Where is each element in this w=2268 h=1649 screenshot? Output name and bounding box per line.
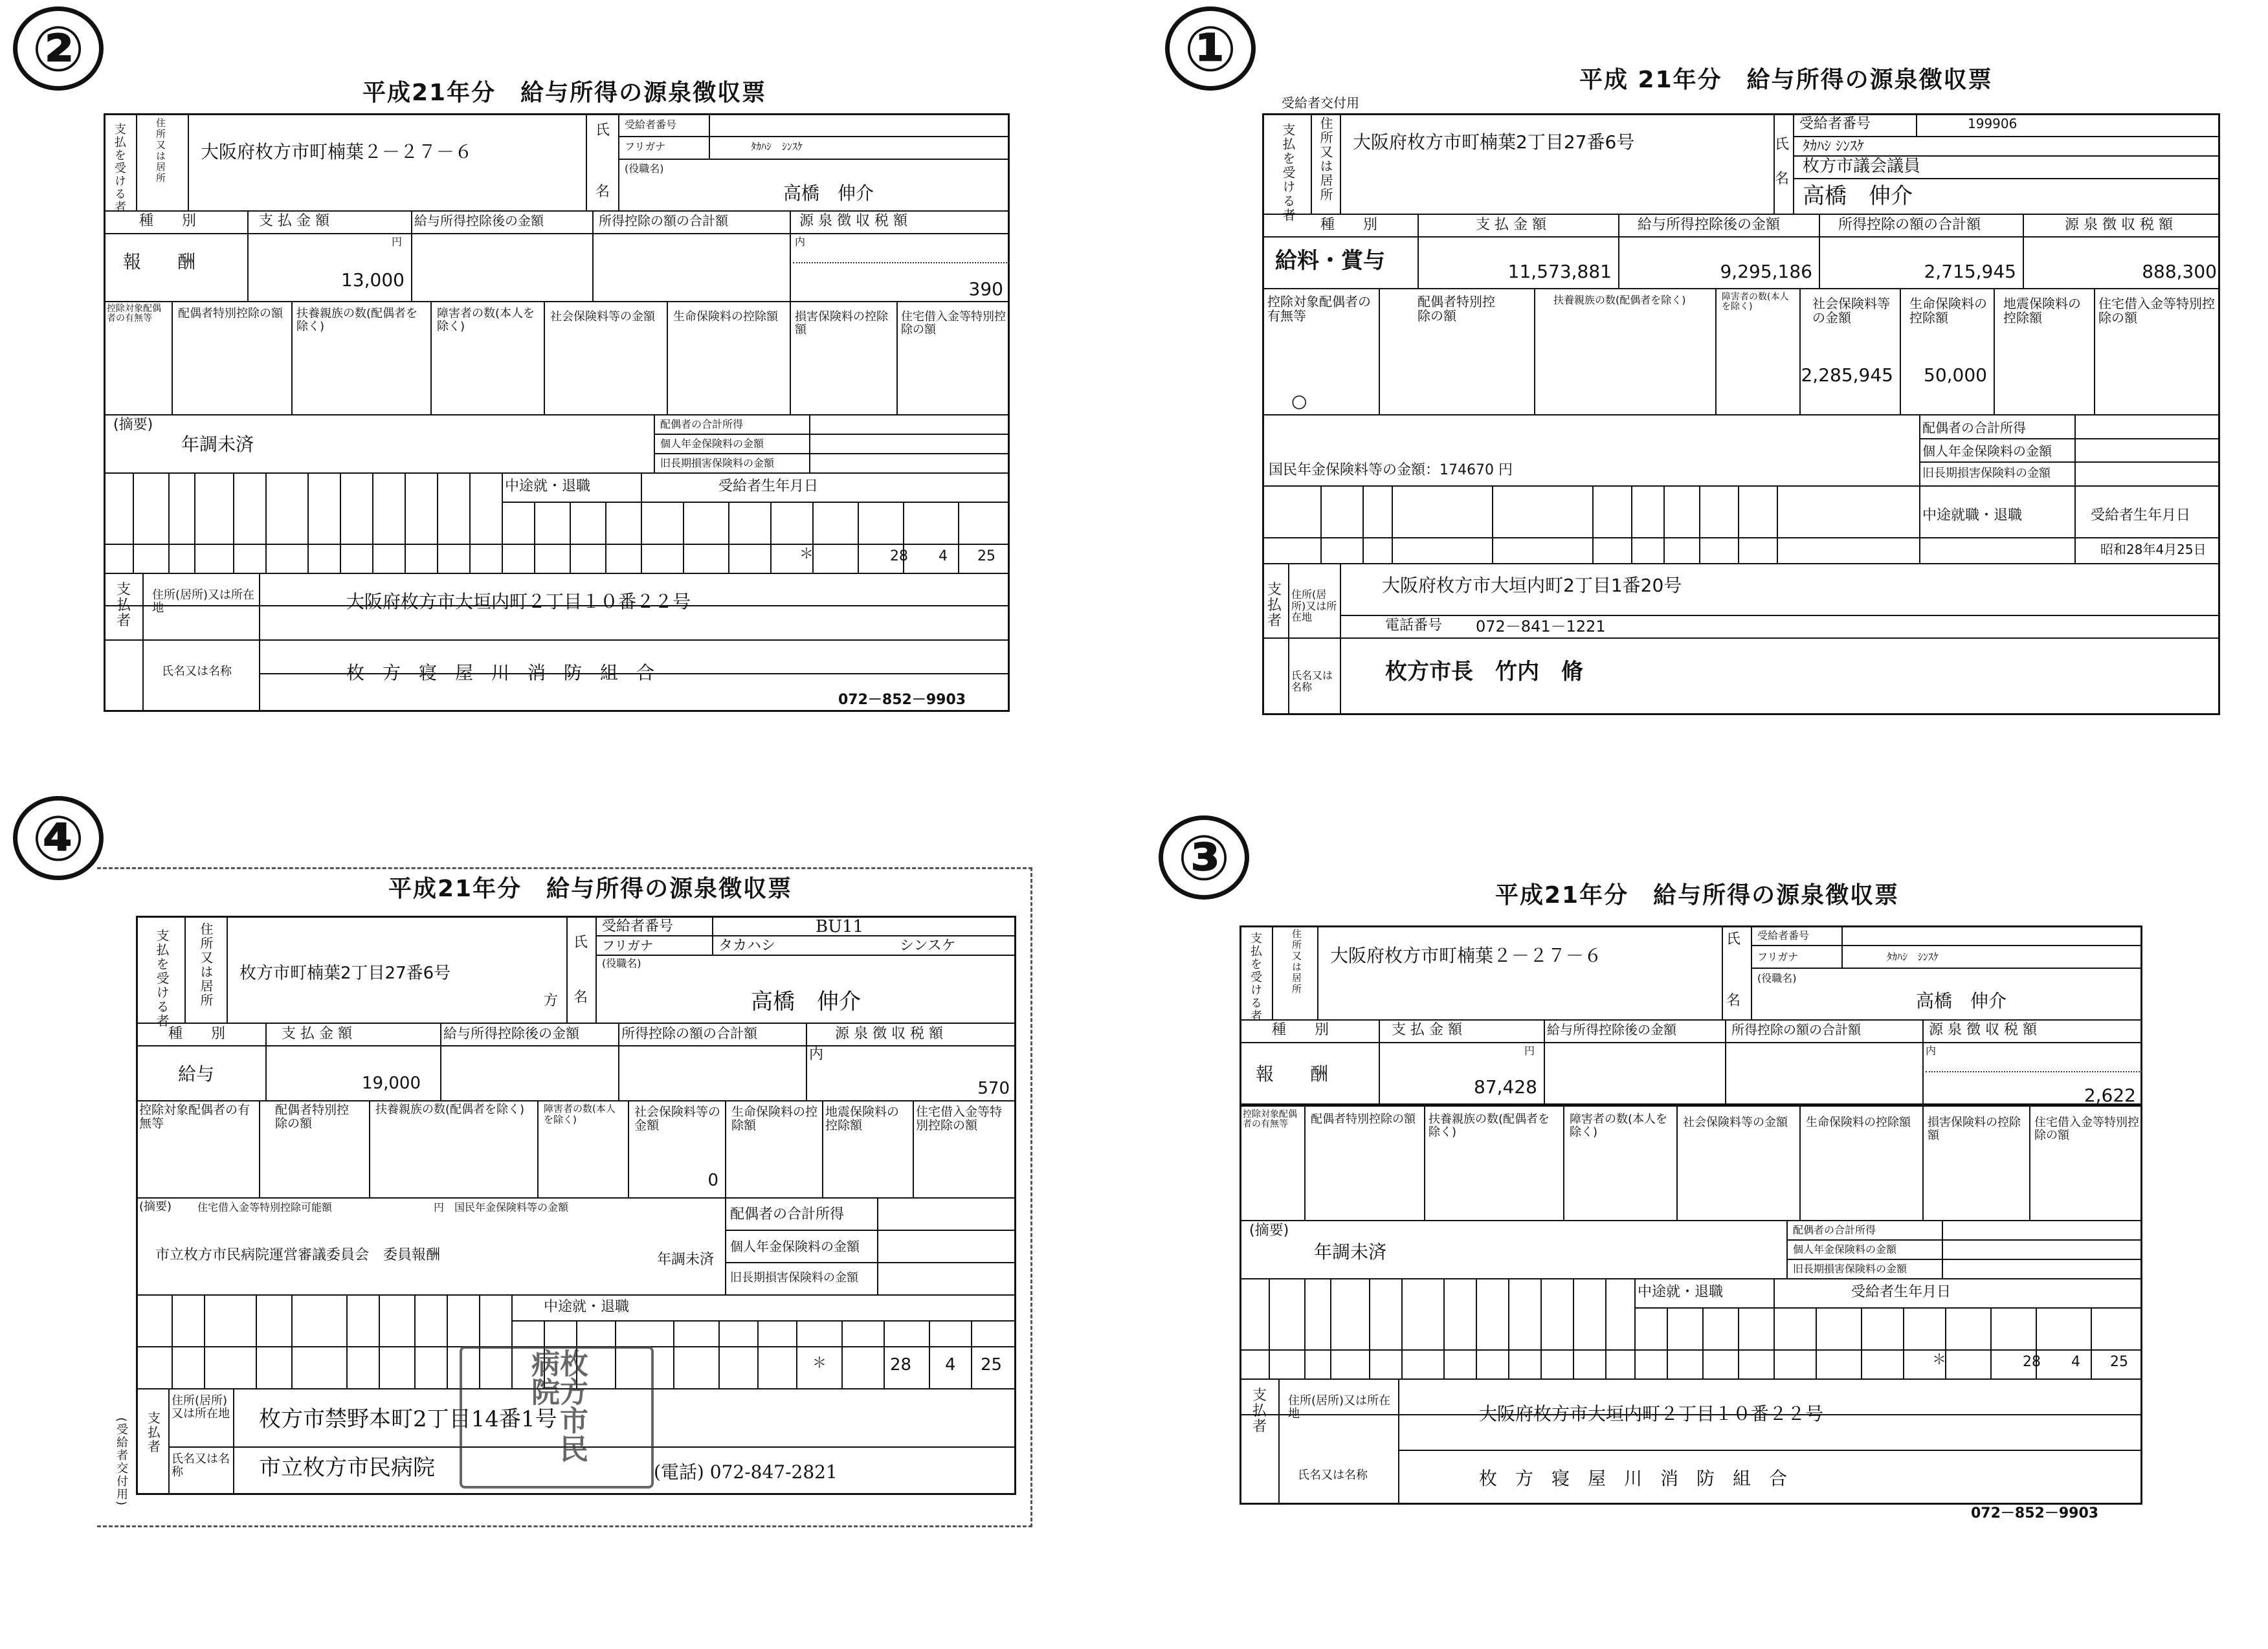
social-ins-header: 社会保険料等の金額 [1812,296,1890,326]
shi-label: 氏 [573,935,588,951]
payee-address: 大阪府枚方市町楠葉2丁目27番6号 [1353,131,1635,153]
spouse-flag-header: 控除対象配偶者の有無等 [139,1103,250,1131]
payee-address: 大阪府枚方市町楠葉２－２７－６ [201,141,473,162]
recipient-no-label: 受給者番号 [1757,929,1810,942]
housing-header: 住宅借入金等特別控除の額 [916,1105,1003,1133]
summary-text: 年調未済 [1314,1241,1387,1263]
birth-header: 受給者生年月日 [2091,507,2191,524]
kind-value: 給料・賞与 [1275,248,1385,274]
official-stamp [460,1346,654,1489]
shi-label: 氏 [1775,137,1790,153]
payer-address-label: 住所(居所)又は所在地 [1288,1394,1391,1421]
housing-header: 住宅借入金等特別控除の額 [2098,296,2215,326]
payer-name-label: 氏名又は名称 [1291,669,1333,693]
birth-month: 4 [945,1355,956,1375]
summary-label: (摘要) [113,417,153,433]
long-damage-label: 旧長期損害保険料の金額 [1922,467,2051,480]
birth-day: 25 [981,1355,1003,1375]
midway-header: 中途就職・退職 [1922,507,2023,524]
birth-month: 4 [939,548,948,564]
kind-header: 種 別 [1320,217,1378,233]
payer-name-label: 氏名又は名称 [1298,1468,1368,1482]
kind-header: 種 別 [139,213,197,229]
mei-label: 名 [1726,993,1741,1009]
payee-label: 支払を受ける者 [113,123,126,214]
header-note: 受給者交付用 [1282,95,1359,111]
shi-label: 氏 [595,122,610,138]
payer-name: 枚 方 寝 屋 川 消 防 組 合 [1479,1468,1788,1489]
address-label: 住所又は居所 [155,118,166,184]
payer-address-label: 住所(居所)又は所在地 [1291,588,1337,624]
withholding-slip-3 [1240,880,2146,1524]
pension-ins-label: 個人年金保険料の金額 [1922,443,2052,459]
pension-ins-label: 個人年金保険料の金額 [1793,1243,1897,1256]
deduction-total-header: 所得控除の額の合計額 [1731,1022,1861,1037]
slip-number-2: ② [13,6,104,91]
pension-note: 国民年金保険料等の金額：174670 円 [1269,462,1513,478]
long-damage-label: 旧長期損害保険料の金額 [660,457,775,469]
spouse-income-label: 配偶者の合計所得 [660,418,744,430]
long-damage-label: 旧長期損害保険料の金額 [730,1271,858,1285]
birth-value: 昭和28年4月25日 [2100,542,2207,557]
payee-label: 支払を受ける者 [154,929,170,1028]
kind-header: 種 別 [168,1026,226,1042]
pay-amount-value: 19,000 [362,1074,421,1093]
housing-header: 住宅借入金等特別控除の額 [901,310,1006,337]
spouse-mark: ○ [1291,390,1307,412]
spouse-income-label: 配偶者の合計所得 [730,1206,845,1223]
after-deduction-header: 給与所得控除後の金額 [1638,217,1781,233]
kind-header: 種 別 [1272,1022,1329,1038]
pension-ins-label: 個人年金保険料の金額 [660,437,764,450]
payer-address-label: 住所(居所)又は所在地 [172,1394,230,1421]
address-label: 住所又は居所 [1318,116,1333,202]
payer-phone: 072－841－1221 [1476,617,1606,636]
mei-label: 名 [573,990,588,1006]
pay-amount-header: 支 払 金 額 [282,1026,352,1042]
payer-label: 支払者 [1267,582,1282,630]
position-label: (役職名) [625,162,664,175]
furigana-value: ﾀｶﾊｼ ｼﾝｽｹ [1803,138,1864,155]
payer-phone: 072－852－9903 [838,692,966,708]
life-ins-header: 生命保険料の控除額 [673,310,778,324]
payer-address: 大阪府枚方市大垣内町2丁目1番20号 [1382,575,1682,596]
birth-mark: ＊ [1932,1352,1947,1368]
birth-day: 25 [2110,1354,2128,1370]
midway-header: 中途就・退職 [1638,1284,1724,1300]
disabled-header: 障害者の数(本人を除く) [544,1103,616,1125]
payer-address: 枚方市禁野本町2丁目14番1号 [259,1406,557,1432]
pay-amount-value: 13,000 [341,269,405,291]
position-label: (役職名) [1757,972,1797,984]
life-ins-header: 生命保険料の控除額 [1806,1116,1911,1129]
kind-value: 報 酬 [1256,1063,1329,1085]
naikin-mark: 内 [1926,1045,1937,1057]
slip-title: 平成 21年分 給与所得の源泉徴収票 [1579,67,1993,93]
payer-label: 支払者 [148,1410,161,1454]
after-deduction-header: 給与所得控除後の金額 [1547,1022,1676,1037]
furigana-label: フリガナ [602,938,653,953]
payer-address-label: 住所(居所)又は所在地 [152,588,255,615]
birth-year: 28 [2023,1354,2041,1370]
summary-label: (摘要) [139,1200,172,1213]
yen-mark: 円 [1524,1045,1535,1057]
slip-title: 平成21年分 給与所得の源泉徴収票 [388,876,793,902]
furigana-value-2: シンスケ [900,938,956,954]
slip-title: 平成21年分 給与所得の源泉徴収票 [362,80,767,106]
recipient-no-label: 受給者番号 [625,118,677,131]
after-deduction-header: 給与所得控除後の金額 [443,1026,579,1041]
birth-month: 4 [2071,1354,2080,1370]
payee-name: 高橋 伸介 [1803,183,1913,209]
slip-title: 平成21年分 給与所得の源泉徴収票 [1495,882,1900,909]
life-ins-value: 50,000 [1924,364,1987,386]
side-note: (受給者交付用) [115,1417,128,1507]
payer-name: 枚方市長 竹内 脩 [1385,659,1583,685]
payer-name: 枚 方 寝 屋 川 消 防 組 合 [346,662,655,683]
payer-address: 大阪府枚方市大垣内町２丁目１０番２２号 [1479,1403,1824,1424]
stamp-text: 枚方市民病院 [526,1349,588,1463]
summary-text: 年調未済 [181,434,254,455]
pay-amount-value: 11,573,881 [1507,261,1612,282]
pay-amount-header: 支 払 金 額 [1392,1022,1462,1038]
summary-label: (摘要) [1249,1223,1289,1239]
shi-label: 氏 [1726,931,1741,947]
summary-text: 年調未済 [657,1252,715,1268]
spouse-income-label: 配偶者の合計所得 [1793,1224,1876,1236]
payer-label: 支払者 [1252,1388,1267,1435]
withholding-slip-4 [136,874,1029,1495]
payer-label: 支払者 [117,582,131,630]
mei-label: 名 [595,184,610,200]
disabled-header: 障害者の数(本人を除く) [1722,292,1789,313]
long-damage-label: 旧長期損害保険料の金額 [1793,1263,1907,1275]
life-ins-header: 生命保険料の控除額 [731,1105,818,1133]
summary-line-1b: 円 国民年金保険料等の金額 [434,1201,569,1213]
housing-header: 住宅借入金等特別控除の額 [2034,1116,2139,1142]
payee-address: 枚方市町楠葉2丁目27番6号 [239,964,451,983]
naikin-mark: 内 [795,236,806,248]
social-ins-header: 社会保険料等の金額 [550,310,655,324]
social-ins-header: 社会保険料等の金額 [1683,1116,1788,1129]
midway-header: 中途就・退職 [544,1299,630,1315]
pay-amount-header: 支 払 金 額 [259,213,329,229]
position-value: 枚方市議会議員 [1803,157,1921,176]
withholding-slip-1 [1262,65,2223,718]
address-label: 住所又は居所 [198,922,214,1008]
pension-ins-label: 個人年金保険料の金額 [730,1239,860,1254]
dependents-header: 扶養親族の数(配偶者を除く) [1429,1112,1550,1139]
deduction-total-value: 2,715,945 [1924,261,2016,282]
kind-value: 報 酬 [123,251,196,272]
spouse-special-header: 配偶者特別控除の額 [1311,1112,1416,1126]
pay-amount-value: 87,428 [1474,1076,1537,1098]
damage-ins-header: 損害保険料の控除額 [795,310,888,337]
tax-value: 2,622 [2084,1085,2136,1106]
birth-mark: ＊ [799,546,814,562]
payee-name: 高橋 伸介 [1916,990,2007,1012]
mei-label: 名 [1775,171,1790,187]
tax-header: 源 泉 徴 収 税 額 [2065,217,2173,233]
slip-frame-lower [1240,1103,2142,1505]
kata-label: 方 [544,993,559,1009]
recipient-no-value: 199906 [1968,116,2018,131]
slip-number-3: ③ [1159,815,1249,900]
payee-label: 支払を受ける者 [1249,932,1262,1023]
birth-mark: ＊ [812,1355,827,1371]
life-ins-header: 生命保険料の控除額 [1909,296,1987,326]
deduction-total-header: 所得控除の額の合計額 [599,213,728,228]
furigana-value-1: タカハシ [718,938,776,954]
social-ins-value: 2,285,945 [1801,364,1893,386]
social-ins-header: 社会保険料等の金額 [634,1105,721,1133]
kind-value: 給与 [178,1063,215,1085]
birth-header: 受給者生年月日 [1851,1284,1951,1300]
spouse-special-header: 配偶者特別控除の額 [275,1103,350,1131]
slip-number-4: ④ [13,796,104,880]
spouse-special-header: 配偶者特別控除の額 [1418,294,1495,324]
tax-value: 888,300 [2142,261,2217,282]
dependents-header: 扶養親族の数(配偶者を除く) [296,307,418,333]
spouse-flag-header: 控除対象配偶者の有無等 [1267,294,1371,324]
spouse-income-label: 配偶者の合計所得 [1922,420,2026,436]
furigana-label: フリガナ [625,140,666,153]
furigana-value: ﾀｶﾊｼ ｼﾝｽｹ [751,140,803,153]
payee-address: 大阪府枚方市町楠葉２－２７－６ [1330,945,1603,966]
payer-address: 大阪府枚方市大垣内町２丁目１０番２２号 [346,591,691,612]
slip-number-1: ① [1165,6,1256,91]
recipient-no-label: 受給者番号 [1799,116,1871,132]
midway-header: 中途就・退職 [505,478,591,494]
birth-header: 受給者生年月日 [718,478,819,494]
payer-name-label: 氏名又は名称 [172,1452,230,1479]
birth-day: 25 [977,548,995,564]
after-deduction-header: 給与所得控除後の金額 [414,213,544,228]
spouse-flag-header: 控除対象配偶者の有無等 [1243,1109,1297,1130]
birth-year: 28 [890,1355,912,1375]
summary-body: 市立枚方市民病院運営審議委員会 委員報酬 [155,1247,441,1263]
tax-header: 源 泉 徴 収 税 額 [1929,1022,2037,1038]
dependents-header: 扶養親族の数(配偶者を除く) [1553,294,1686,306]
address-label: 住所又は居所 [1291,929,1302,995]
damage-ins-header: 損害保険料の控除額 [1928,1116,2021,1142]
yen-mark: 円 [392,236,403,248]
payee-label: 支払を受ける者 [1280,123,1296,223]
naikin-mark: 内 [809,1046,824,1063]
payer-name: 市立枚方市民病院 [259,1455,435,1481]
quake-ins-header: 地震保険料の控除額 [2003,296,2081,326]
dependents-header: 扶養親族の数(配偶者を除く) [375,1103,525,1116]
furigana-value: ﾀｶﾊｼ ｼﾝｽｹ [1887,951,1939,963]
disabled-header: 障害者の数(本人を除く) [437,307,535,333]
after-deduction-value: 9,295,186 [1720,261,1812,282]
social-ins-value: 0 [707,1171,718,1190]
withholding-slip-2 [104,78,1013,712]
tax-header: 源 泉 徴 収 税 額 [799,213,907,229]
deduction-total-header: 所得控除の額の合計額 [1838,217,1981,233]
payer-name-label: 氏名又は名称 [162,665,232,678]
payer-phone: (電話) 072-847-2821 [654,1461,838,1483]
tax-header: 源 泉 徴 収 税 額 [835,1026,943,1042]
birth-year: 28 [890,548,908,564]
deduction-total-header: 所得控除の額の合計額 [621,1026,757,1041]
tax-value: 570 [977,1079,1010,1098]
quake-ins-header: 地震保険料の控除額 [825,1105,900,1133]
spouse-flag-header: 控除対象配偶者の有無等 [107,304,161,324]
disabled-header: 障害者の数(本人を除く) [1570,1112,1668,1139]
phone-label: 電話番号 [1385,617,1443,634]
recipient-no-label: 受給者番号 [602,918,674,935]
payee-name: 高橋 伸介 [783,183,874,204]
spouse-special-header: 配偶者特別控除の額 [178,307,283,320]
payee-name: 高橋 伸介 [751,989,861,1015]
furigana-label: フリガナ [1757,951,1799,963]
recipient-no-value: BU11 [816,917,864,936]
pay-amount-header: 支 払 金 額 [1476,217,1546,233]
summary-line-1: 住宅借入金等特別控除可能額 [197,1201,333,1213]
tax-value: 390 [968,278,1003,300]
payer-phone: 072－852－9903 [1971,1505,2099,1522]
position-label: (役職名) [602,957,641,969]
